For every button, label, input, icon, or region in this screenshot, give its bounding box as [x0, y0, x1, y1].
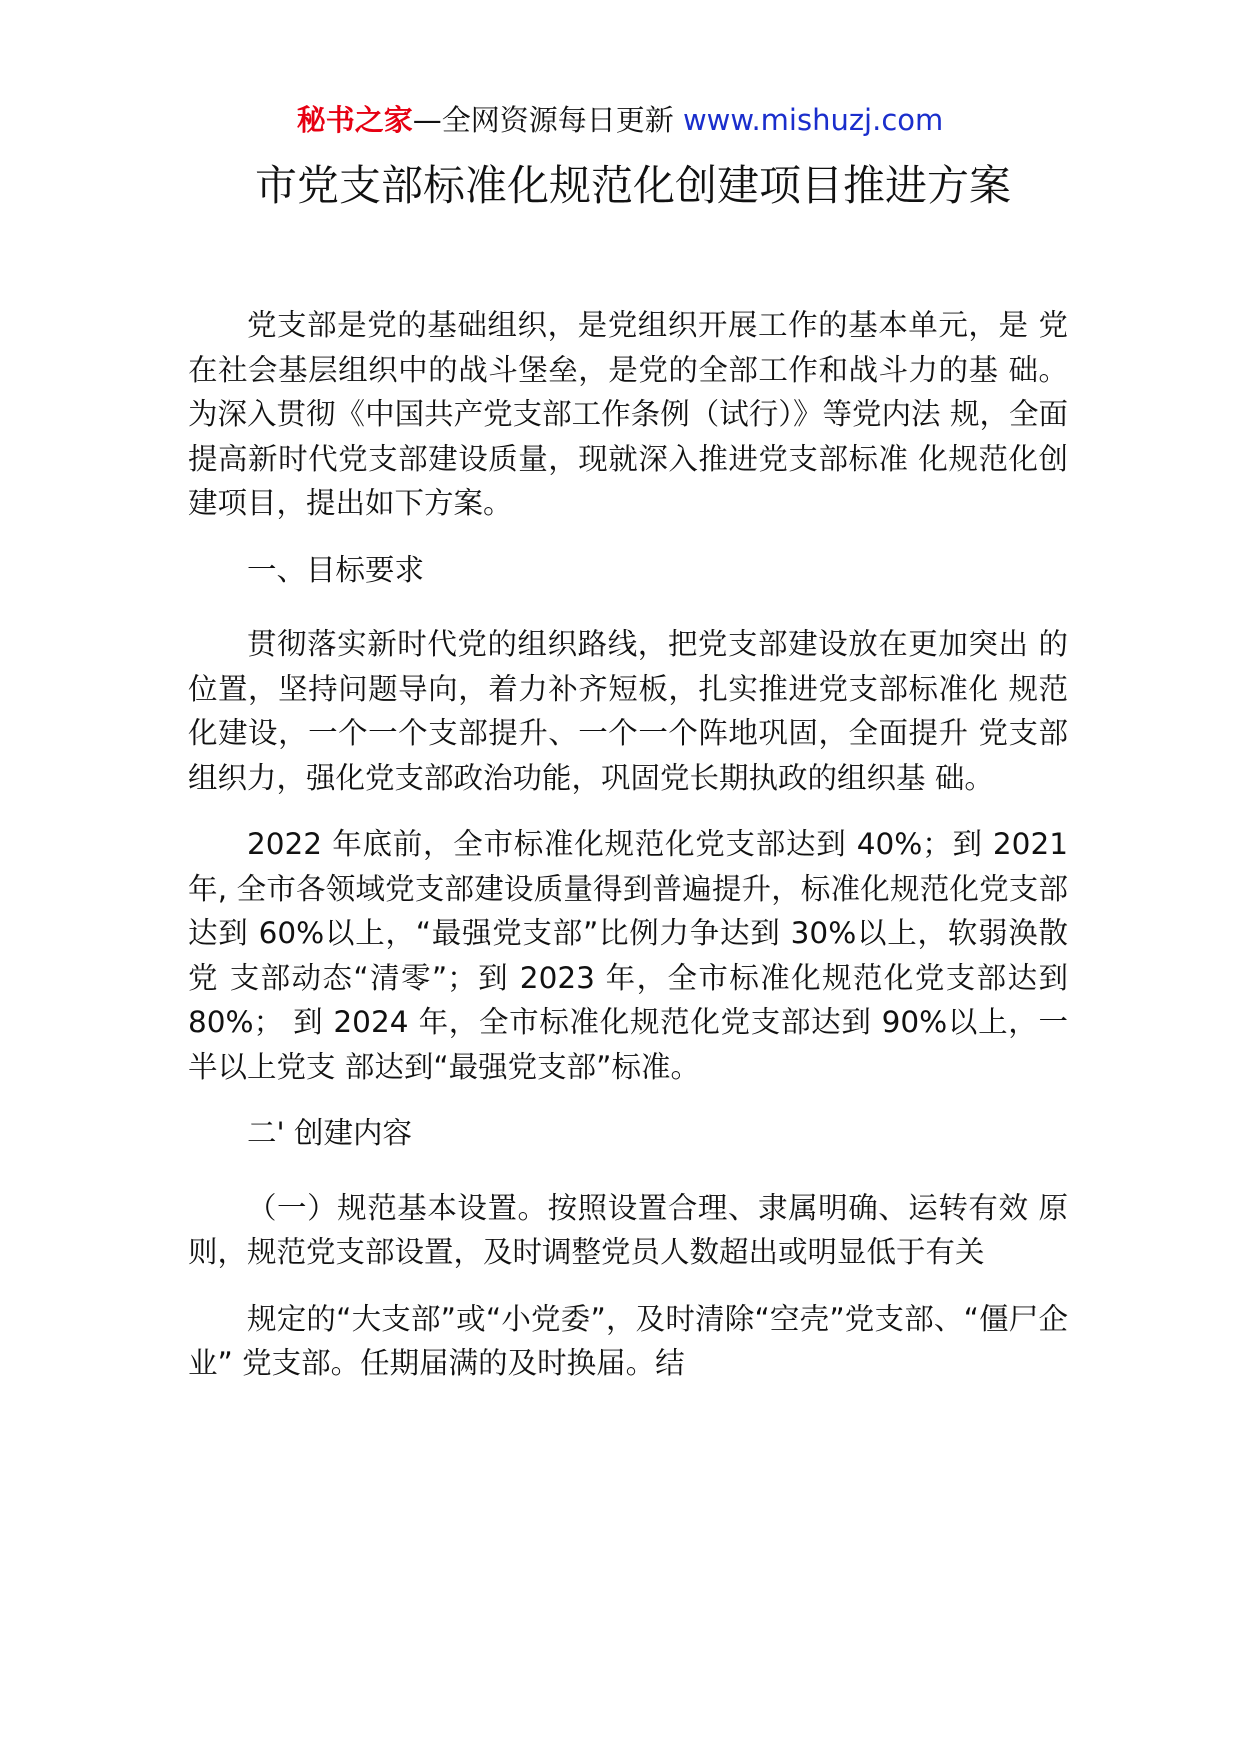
site-url-link[interactable]: www.mishuzj.com — [682, 103, 944, 137]
content-paragraph-1: （一）规范基本设置。按照设置合理、隶属明确、运转有效 原则，规范党支部设置，及时调整党员人数超出或明显低于有关 — [188, 1190, 1068, 1269]
intro-paragraph: 党支部是党的基础组织，是党组织开展工作的基本单元，是 党在社会基层组织中的战斗堡垒，是党的全部工作和战斗力的基 础。为深入贯彻《中国共产党支部工作条例（试行）》等党内法 规，全面提高新时代党支部建设质量，现就深入推进党支部标准 化规范化创建项目，提出如下方案。 — [188, 308, 1068, 520]
document-title: 市党支部标准化规范化创建项目推进方案 — [254, 161, 1011, 210]
section-heading-goals: 一、目标要求 — [247, 552, 425, 587]
content-paragraph-2: 规定的“大支部”或“小党委”，及时清除“空壳”党支部、“僵尸企业” 党支部。任期届满的及时换届。结 — [188, 1301, 1068, 1380]
section-heading-content: 二' 创建内容 — [247, 1116, 412, 1150]
goals-paragraph: 贯彻落实新时代党的组织路线，把党支部建设放在更加突出 的位置，坚持问题导向，着力补齐短板，扎实推进党支部标准化 规范化建设，一个一个支部提升、一个一个阵地巩固，全面提升 党支部组织力，强化党支部政治功能，巩固党长期执政的组织基 础。 — [188, 627, 1068, 795]
document-body — [188, 303, 1068, 1408]
header-slogan: —全网资源每日更新 — [412, 103, 683, 137]
targets-paragraph: 2022 年底前，全市标准化规范化党支部达到 40%；到 2021 年, 全市各领域党支部建设质量得到普遍提升，标准化规范化党支部 达到 60%以上，“最强党支部”比例力争达到 30%以上，软弱涣散党 支部动态“清零”；到 2023 年，全市标准化规范化党支部达到 80%； 到 2024 年，全市标准化规范化党支部达到 90%以上，一半以上党支 部达到“最强党支部”标准。 — [188, 827, 1068, 1084]
site-header — [0, 100, 1240, 140]
brand-name: 秘书之家 — [296, 103, 413, 137]
